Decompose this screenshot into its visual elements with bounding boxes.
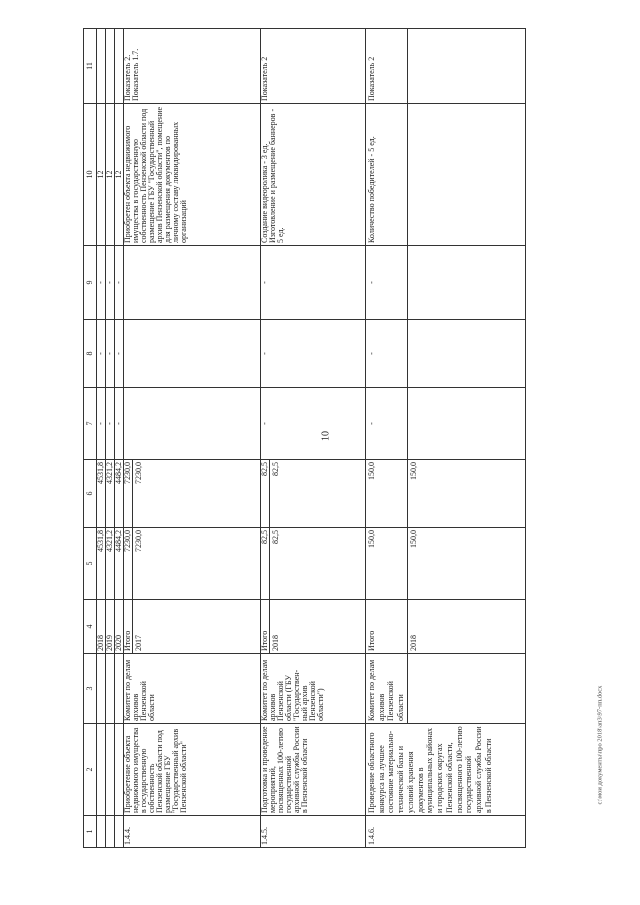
result-cell: Количество победителей - 5 ед. [365,104,407,246]
activity-cell: Проведение областного конкурса на лучшее состояние материально-технической базы и условий хранения документов в муниципальных районах и городских округах Пензенской области, посвященного 100-летию государственной архивной службы России в Пензенской области [365,724,525,816]
table-row [105,29,114,848]
year-cell: Итого [260,600,269,654]
indicator-cell: Показатель 2 [260,29,365,104]
indicator-cell: Показатель 2. Показатель 1.7. [123,29,260,104]
value-cell: 4484,2 [114,460,123,528]
table-row [123,29,132,848]
col-header-8: 8 [84,320,97,388]
year-cell: Итого [365,600,407,654]
col-header-6: 6 [84,460,97,528]
header-row [84,29,97,848]
year-cell: Итого [123,600,132,654]
value-cell: - [365,320,407,388]
col-header-5: 5 [84,528,97,600]
value-cell: 12 [105,104,114,246]
value-cell: 7230,0 [132,460,260,528]
col-header-10: 10 [84,104,97,246]
value-cell: - [260,246,365,320]
table-row [260,29,269,848]
value-cell: - [96,388,105,460]
col-header-4: 4 [84,600,97,654]
value-cell: 4531,8 [96,528,105,600]
year-cell: 2020 [114,600,123,654]
value-cell: 150,0 [407,528,525,600]
value-cell: - [114,388,123,460]
value-cell: - [96,246,105,320]
row-number: 1.4.5. [260,816,365,848]
col-header-11: 11 [84,29,97,104]
page-number: 10 [320,431,332,441]
col-header-9: 9 [84,246,97,320]
table-row [114,29,123,848]
table-row [365,29,407,848]
result-cell: Приобретен объекта недвижимого имущества в государственную собственность Пензенской области под размещение ГБУ "Государственный архив Пензенской области", помещение для размещения документов по личному составу ликвидированных организаций [123,104,260,246]
executor-cell: Комитет по делам архивов Пензенской области (ГБУ "Государствен-ный архив Пензенской области") [260,654,365,724]
value-cell: - [260,320,365,388]
value-cell: - [105,320,114,388]
col-header-7: 7 [84,388,97,460]
executor-cell: Комитет по делам архивов Пензенской области [123,654,260,724]
year-cell: 2017 [132,600,260,654]
value-cell: - [114,320,123,388]
value-cell: 82,5 [260,460,269,528]
value-cell: 82,5 [269,460,365,528]
activity-cell: Подготовка и проведение мероприятий, посвященных 100-летию государственной архивной службы России в Пензенской области [260,724,365,816]
value-cell: 12 [96,104,105,246]
value-cell: - [365,246,407,320]
activity-cell: Приобретение объекта недвижимого имущества в государственную собственность Пензенской области под размещение ГБУ "Государственный архив Пензенской области" [123,724,260,816]
value-cell: 4531,8 [96,460,105,528]
result-cell [260,104,365,246]
value-cell: 150,0 [407,460,525,528]
value-cell: - [105,246,114,320]
row-number: 1.4.6. [365,816,525,848]
year-cell: 2019 [105,600,114,654]
col-header-2: 2 [84,724,97,816]
year-cell: 2018 [96,600,105,654]
value-cell: 150,0 [365,528,407,600]
result-line: Изготовление и размещение баннеров - 5 ед. [267,108,285,243]
col-header-1: 1 [84,816,97,848]
value-cell: - [96,320,105,388]
value-cell: 7230,0 [132,528,260,600]
value-cell: - [114,246,123,320]
value-cell: - [260,388,365,460]
value-cell: 82,5 [269,528,365,600]
program-measures-table [83,28,526,848]
value-cell: 7230,0 [123,528,132,600]
indicator-cell: Показатель 2 [365,29,407,104]
year-cell: 2018 [269,600,365,654]
value-cell: 82,5 [260,528,269,600]
value-cell: 4321,2 [105,460,114,528]
value-cell: 4321,2 [105,528,114,600]
rotated-table-container [83,29,635,848]
value-cell: - [365,388,407,460]
result-line: Создание видеоролика - 3 ед. [259,143,269,243]
value-cell: 12 [114,104,123,246]
value-cell: 4484,2 [114,528,123,600]
value-cell: 7230,0 [123,460,132,528]
row-number: 1.4.4. [123,816,260,848]
value-cell: - [105,388,114,460]
value-cell: 150,0 [365,460,407,528]
executor-cell: Комитет по делам архивов Пензенской области [365,654,407,724]
footer-file-path: c:\мои документы\про 2018\ап3\97-пп.docx [596,685,604,805]
year-cell: 2018 [407,600,525,654]
table-row [96,29,105,848]
col-header-3: 3 [84,654,97,724]
